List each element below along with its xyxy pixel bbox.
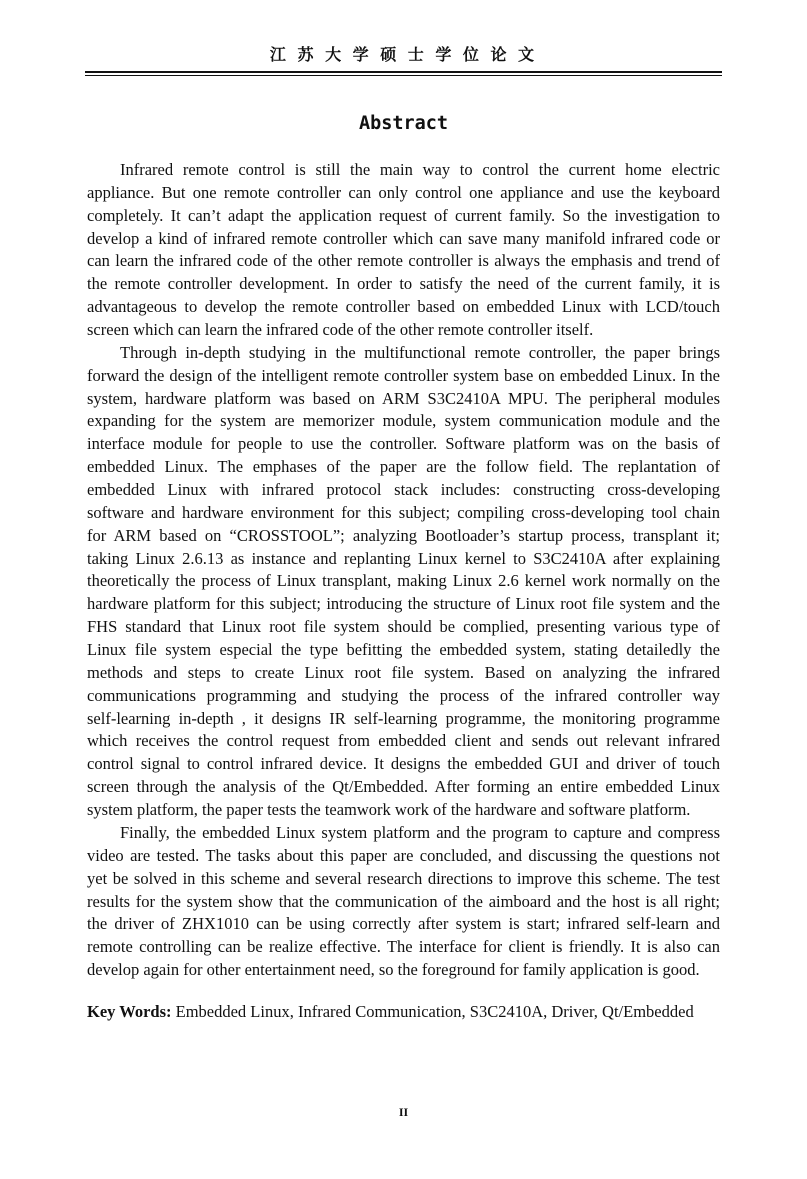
- text-line: interface module for people to use the controller. Software platform was on the basis of: [87, 434, 720, 454]
- text-line: software and hardware environment for this subject; compiling cross-developing tool chain: [87, 502, 720, 522]
- text-line: FHS standard that Linux root file system should be complied, presenting various type of: [87, 617, 720, 637]
- text-line: the driver of ZHX1010 can be using correctly after system is start; infrared self-learn and: [87, 914, 720, 934]
- text-line: theoretically the process of Linux transplant, making Linux 2.6 kernel work normally on the: [87, 571, 720, 591]
- abstract-paragraph-3: [87, 822, 720, 982]
- text-line: develop a kind of infrared remote controller which can save many manifold infrared code or: [87, 228, 720, 248]
- text-line: control signal to control infrared device. It designs the embedded GUI and driver of touch: [87, 754, 720, 774]
- text-line: Through in-depth studying in the multifunctional remote controller, the paper brings: [120, 342, 720, 362]
- text-line: yet be solved in this scheme and several research directions to improve this scheme. The test: [87, 868, 720, 888]
- page-number: II: [398, 1105, 409, 1119]
- keywords-line: [87, 1001, 720, 1024]
- text-line: embedded Linux with infrared protocol stack includes: constructing cross-developing: [87, 480, 720, 500]
- text-line: results for the system show that the communication of the aimboard and the host is all right;: [87, 891, 720, 911]
- abstract-paragraph-1: [87, 159, 720, 342]
- text-line: screen through the analysis of the Qt/Embedded. After forming an entire embedded Linux: [87, 777, 720, 797]
- text-line: Finally, the embedded Linux system platform and the program to capture and compress: [120, 822, 720, 842]
- text-line: forward the design of the intelligent remote controller system base on embedded Linux. In the: [87, 365, 720, 385]
- abstract-body: [87, 159, 720, 982]
- text-line: system platform, the paper tests the teamwork work of the hardware and software platform.: [87, 800, 691, 820]
- text-line: self-learning in-depth , it designs IR self-learning programme, the monitoring programme: [87, 708, 720, 728]
- text-line: appliance. But one remote controller can only control one appliance and use the keyboard: [87, 182, 720, 202]
- text-line: hardware platform for this subject; introducing the structure of Linux root file system and the: [87, 594, 720, 614]
- text-line: remote controlling can be realize effective. The interface for client is friendly. It is also can: [87, 937, 720, 957]
- text-line: taking Linux 2.6.13 as instance and replanting Linux kernel to S3C2410A after explaining: [87, 548, 720, 568]
- keywords-label: Key Words:: [87, 1002, 172, 1021]
- text-line: communications programming and studying the process of the infrared controller way: [87, 685, 720, 705]
- text-line: system, hardware platform was based on ARM S3C2410A MPU. The peripheral modules: [87, 388, 720, 408]
- text-line: the remote controller development. In order to satisfy the need of the current family, it is: [87, 274, 720, 294]
- text-line: for ARM based on “CROSSTOOL”; analyzing Bootloader’s startup process, transplant it;: [87, 525, 720, 545]
- text-line: can learn the infrared code of the other remote controller is always the emphasis and trend of: [87, 251, 720, 271]
- text-line: embedded Linux. The emphases of the paper are the follow field. The replantation of: [87, 457, 720, 477]
- keywords-value: Embedded Linux, Infrared Communication, S3C2410A, Driver, Qt/Embedded: [175, 1002, 694, 1021]
- text-line: screen which can learn the infrared code of the other remote controller itself.: [87, 320, 594, 340]
- header-rule-thick: [85, 71, 722, 73]
- running-header-title: 江 苏 大 学 硕 士 学 位 论 文: [269, 45, 538, 64]
- abstract-heading: Abstract: [358, 113, 449, 134]
- text-line: which receives the control request from embedded client and sends out relevant infrared: [87, 731, 720, 751]
- text-line: Infrared remote control is still the main way to control the current home electric: [120, 160, 720, 179]
- text-line: video are tested. The tasks about this paper are concluded, and discussing the questions not: [87, 845, 720, 865]
- abstract-paragraph-2: [87, 342, 720, 822]
- text-line: develop again for other entertainment need, so the foreground for family application is good.: [87, 960, 700, 980]
- text-line: advantageous to develop the remote controller based on embedded Linux with LCD/touch: [87, 297, 720, 317]
- header-rule-thin: [85, 75, 722, 76]
- text-line: completely. It can’t adapt the application request of current family. So the investigation to: [87, 205, 720, 225]
- text-line: Linux file system especial the type befitting the embedded system, stating detailedly the: [87, 640, 720, 660]
- text-line: methods and steps to create Linux root file system. Based on analyzing the infrared: [87, 662, 720, 682]
- text-line: expanding for the system are memorizer module, system communication module and the: [87, 411, 720, 431]
